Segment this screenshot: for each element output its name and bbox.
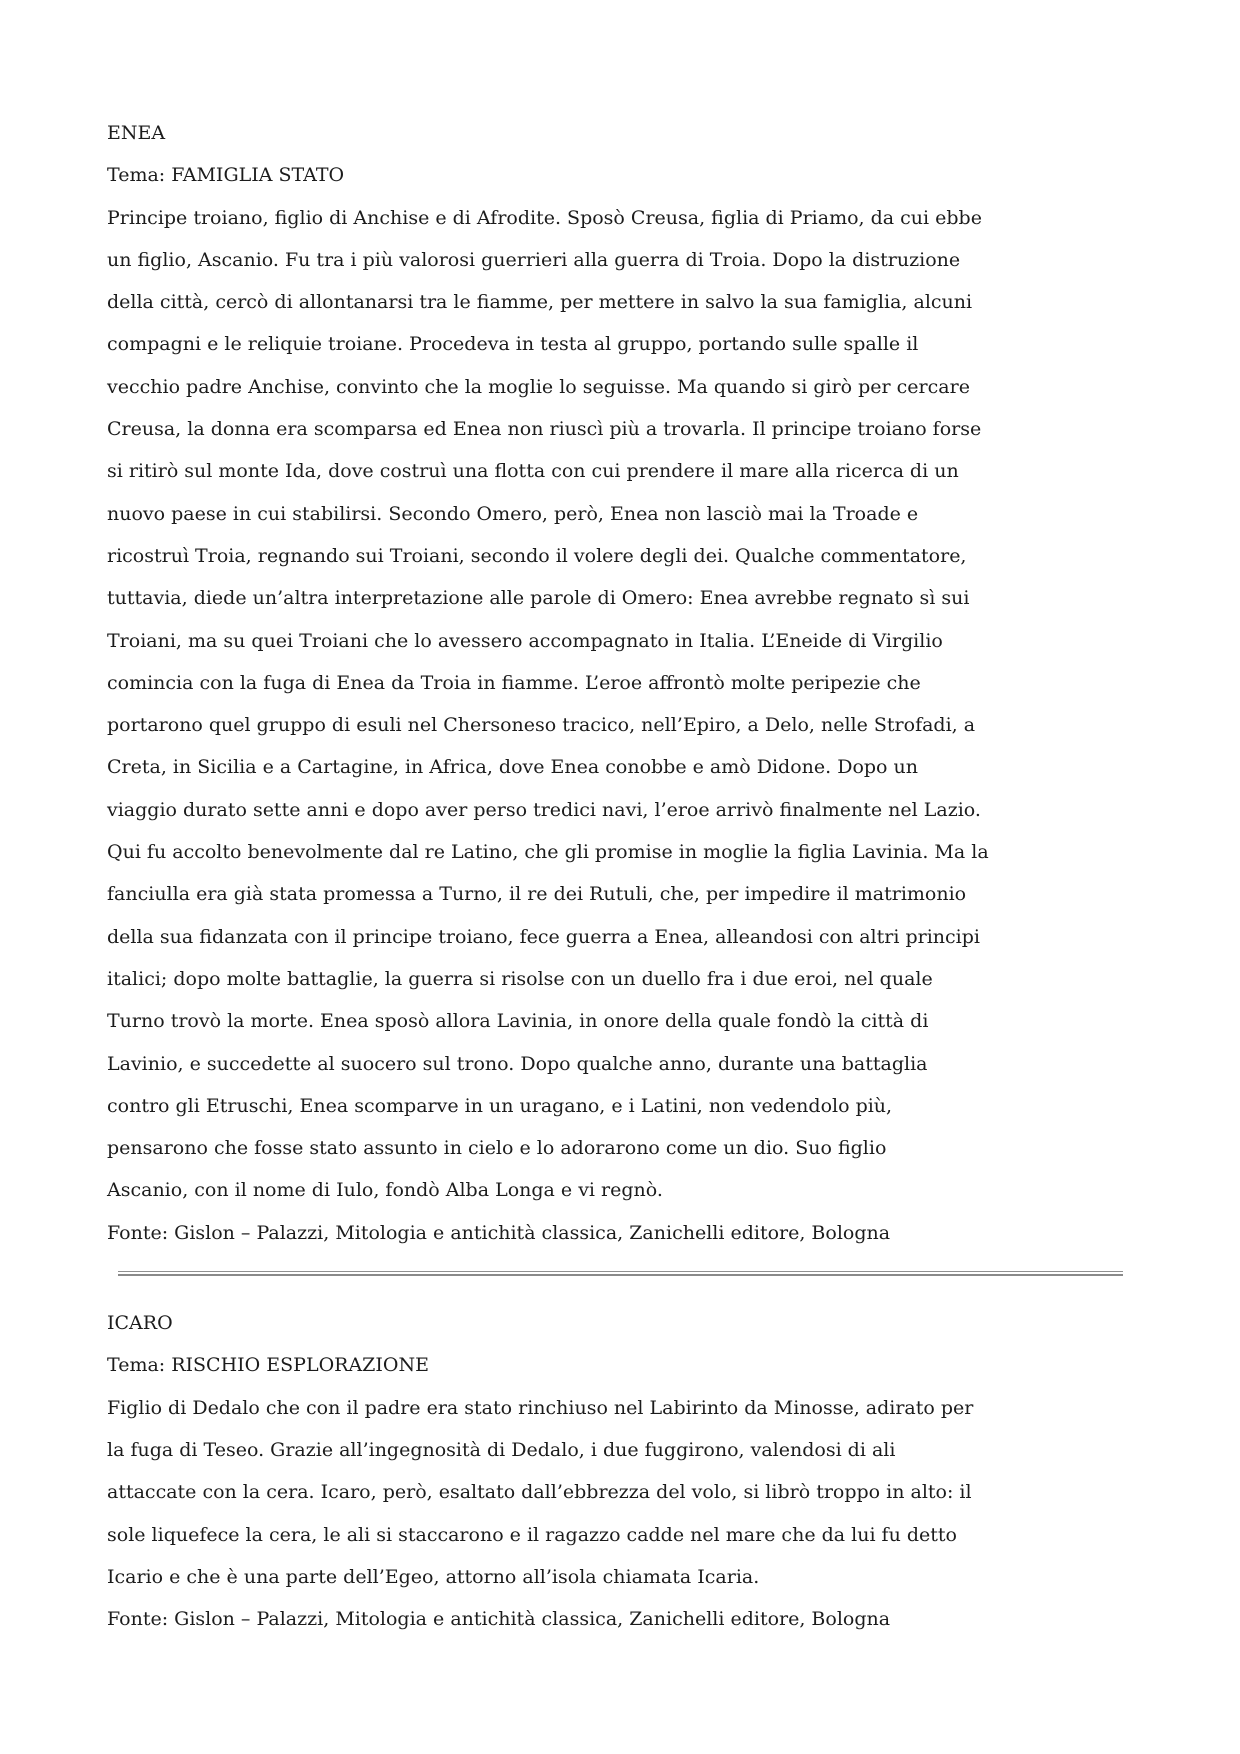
text-line: pensarono che fosse stato assunto in cielo e lo adorarono come un dio. Suo figlio — [107, 1137, 887, 1160]
text-line: viaggio durato sette anni e dopo aver perso tredici navi, l’eroe arrivò finalmente nel Lazio. — [107, 798, 981, 821]
text-line: la fuga di Teseo. Grazie all’ingegnosità di Dedalo, i due fuggirono, valendosi di ali — [107, 1438, 896, 1461]
text-line: fanciulla era già stata promessa a Turno, il re dei Rutuli, che, per impedire il matrimonio — [107, 883, 967, 906]
section-source-enea: Fonte: Gislon – Palazzi, Mitologia e antichità classica, Zanichelli editore, Bologna — [107, 1221, 891, 1244]
text-line: Troiani, ma su quei Troiani che lo avessero accompagnato in Italia. L’Eneide di Virgilio — [107, 629, 943, 652]
text-line: della sua fidanzata con il principe troiano, fece guerra a Enea, alleandosi con altri principi — [107, 925, 980, 948]
section-theme-enea: Tema: FAMIGLIA STATO — [107, 164, 345, 187]
section-source-icaro: Fonte: Gislon – Palazzi, Mitologia e antichità classica, Zanichelli editore, Bologna — [107, 1608, 891, 1631]
text-line: ricostruì Troia, regnando sui Troiani, secondo il volere degli dei. Qualche commentatore, — [107, 544, 967, 567]
text-line: sole liquefece la cera, le ali si staccarono e il ragazzo cadde nel mare che da lui fu detto — [107, 1523, 957, 1546]
section-enea — [107, 112, 1160, 1254]
text-line: Figlio di Dedalo che con il padre era stato rinchiuso nel Labirinto da Minosse, adirato per — [107, 1396, 974, 1419]
text-line: Creta, in Sicilia e a Cartagine, in Africa, dove Enea conobbe e amò Didone. Dopo un — [107, 756, 918, 779]
section-icaro — [107, 1302, 1160, 1640]
text-line: della città, cercò di allontanarsi tra le fiamme, per mettere in salvo la sua famiglia, alcuni — [107, 291, 973, 314]
text-line: Ascanio, con il nome di Iulo, fondò Alba Longa e vi regnò. — [107, 1179, 663, 1202]
text-line: Principe troiano, figlio di Anchise e di Afrodite. Sposò Creusa, figlia di Priamo, da cui ebbe — [107, 206, 982, 229]
text-line: un figlio, Ascanio. Fu tra i più valorosi guerrieri alla guerra di Troia. Dopo la distruzione — [107, 248, 961, 271]
text-line: nuovo paese in cui stabilirsi. Secondo Omero, però, Enea non lasciò mai la Troade e — [107, 502, 919, 525]
text-line: compagni e le reliquie troiane. Procedeva in testa al gruppo, portando sulle spalle il — [107, 333, 919, 356]
text-line: vecchio padre Anchise, convinto che la moglie lo seguisse. Ma quando si girò per cercare — [107, 375, 970, 398]
text-line: Turno trovò la morte. Enea sposò allora Lavinia, in onore della quale fondò la città di — [107, 1010, 929, 1033]
section-title-icaro: ICARO — [107, 1312, 173, 1335]
text-line: italici; dopo molte battaglie, la guerra si risolse con un duello fra i due eroi, nel quale — [107, 967, 933, 990]
text-line: contro gli Etruschi, Enea scomparve in un uragano, e i Latini, non vedendolo più, — [107, 1094, 893, 1117]
text-line: si ritirò sul monte Ida, dove costruì una flotta con cui prendere il mare alla ricerca di un — [107, 460, 959, 483]
text-line: tuttavia, diede un’altra interpretazione alle parole di Omero: Enea avrebbe regnato sì sui — [107, 587, 970, 610]
section-title-enea: ENEA — [107, 122, 166, 144]
text-line: comincia con la fuga di Enea da Troia in fiamme. L’eroe affrontò molte peripezie che — [107, 671, 921, 694]
text-line: Lavinio, e succedette al suocero sul trono. Dopo qualche anno, durante una battaglia — [107, 1052, 928, 1075]
section-body-icaro — [107, 1387, 1160, 1598]
text-line: Creusa, la donna era scomparsa ed Enea non riuscì più a trovarla. Il principe troiano forse — [107, 418, 982, 441]
section-divider — [118, 1271, 1123, 1276]
text-line: portarono quel gruppo di esuli nel Chersoneso tracico, nell’Epiro, a Delo, nelle Strofadi, a — [107, 714, 976, 737]
section-body-enea — [107, 197, 1160, 1212]
section-theme-icaro: Tema: RISCHIO ESPLORAZIONE — [107, 1354, 429, 1377]
text-line: attaccate con la cera. Icaro, però, esaltato dall’ebbrezza del volo, si librò troppo in alto: il — [107, 1481, 972, 1504]
text-line: Qui fu accolto benevolmente dal re Latino, che gli promise in moglie la figlia Lavinia. Ma la — [107, 841, 989, 864]
text-line: Icario e che è una parte dell’Egeo, attorno all’isola chiamata Icaria. — [107, 1565, 760, 1588]
